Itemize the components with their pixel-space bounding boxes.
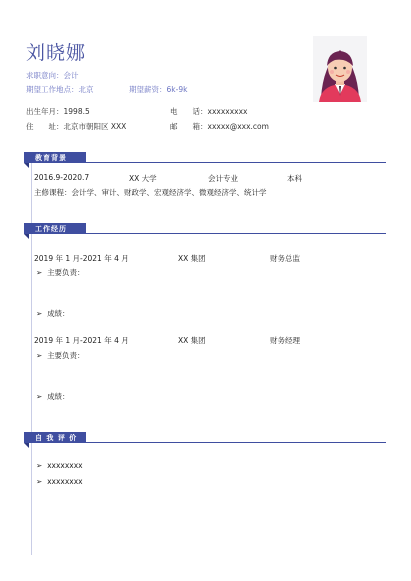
phone-label: 电 话： bbox=[170, 107, 208, 116]
job-1-company: XX 集团 bbox=[178, 254, 206, 263]
bullet-arrow-icon: ➢ bbox=[36, 461, 48, 470]
job-1-results: ➢ 成绩： bbox=[36, 309, 70, 318]
edu-major: 会计专业 bbox=[208, 174, 238, 183]
phone-row bbox=[170, 106, 247, 117]
avatar-illustration bbox=[313, 36, 367, 102]
self-eval-heading bbox=[24, 432, 86, 443]
experience-divider bbox=[86, 233, 386, 234]
email-value: xxxxx@xxx.com bbox=[207, 122, 269, 131]
education-title: 教育背景 bbox=[35, 154, 67, 162]
bullet-arrow-icon: ➢ bbox=[36, 268, 48, 277]
phone-value: xxxxxxxxx bbox=[207, 107, 248, 116]
candidate-name: 刘晓娜 bbox=[26, 42, 87, 64]
self-eval-item: ➢ xxxxxxxx bbox=[36, 477, 83, 486]
bullet-arrow-icon: ➢ bbox=[36, 309, 48, 318]
edu-courses: 主修课程：会计学、审计、财政学、宏观经济学、微观经济学、统计学 bbox=[34, 188, 267, 197]
address-value: 北京市朝阳区 XXX bbox=[63, 122, 127, 131]
job-2-duties: ➢ 主要负责： bbox=[36, 351, 85, 360]
email-label: 邮 箱： bbox=[170, 122, 208, 131]
edu-degree: 本科 bbox=[287, 174, 302, 183]
bullet-arrow-icon: ➢ bbox=[36, 477, 48, 486]
edu-period: 2016.9-2020.7 bbox=[34, 173, 90, 182]
self-eval-title: 自 我 评 价 bbox=[35, 434, 78, 442]
experience-heading bbox=[24, 223, 86, 234]
experience-corner bbox=[24, 234, 29, 239]
birth-date: 出生年月：1998.5 bbox=[26, 107, 90, 116]
experience-title: 工作经历 bbox=[35, 225, 67, 233]
job-intent: 求职意向：会计 bbox=[26, 71, 79, 80]
timeline-line bbox=[31, 160, 32, 555]
bullet-arrow-icon: ➢ bbox=[36, 392, 48, 401]
job-2-period: 2019 年 1 月-2021 年 4 月 bbox=[34, 336, 129, 345]
email-row bbox=[170, 121, 269, 132]
expected-salary: 期望薪资：6k-9k bbox=[129, 85, 188, 94]
bullet-arrow-icon: ➢ bbox=[36, 351, 48, 360]
address-label: 住 址： bbox=[26, 122, 64, 131]
edu-school: XX 大学 bbox=[129, 174, 157, 183]
self-eval-divider bbox=[86, 442, 386, 443]
job-1-period: 2019 年 1 月-2021 年 4 月 bbox=[34, 254, 129, 263]
education-corner bbox=[24, 163, 29, 168]
expected-location: 期望工作地点：北京 bbox=[26, 85, 94, 94]
job-1-duties: ➢ 主要负责： bbox=[36, 268, 85, 277]
education-heading bbox=[24, 152, 86, 163]
self-eval-corner bbox=[24, 443, 29, 448]
education-divider bbox=[86, 162, 386, 163]
self-eval-item: ➢ xxxxxxxx bbox=[36, 461, 83, 470]
avatar bbox=[313, 36, 367, 102]
address-row bbox=[26, 121, 126, 132]
job-2-position: 财务经理 bbox=[270, 336, 300, 345]
job-2-results: ➢ 成绩： bbox=[36, 392, 70, 401]
job-2-company: XX 集团 bbox=[178, 336, 206, 345]
job-1-position: 财务总监 bbox=[270, 254, 300, 263]
